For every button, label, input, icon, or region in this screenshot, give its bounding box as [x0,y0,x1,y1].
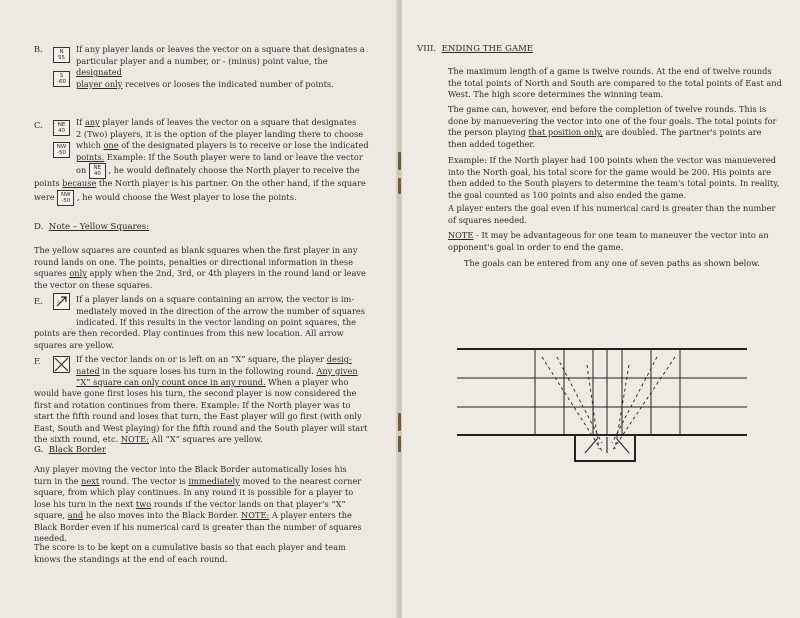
x-square-icon [53,356,70,373]
staple-bottom [398,413,401,431]
box-label: S [59,72,64,79]
box-nw-50: NW -50 [53,139,70,158]
paragraph-1: The maximum length of a game is twelve rounds. At the end of twelve rounds the total points of North and South are compared to the total points of East and West. The high score determines the winning team. [448,66,782,99]
marker-e: E. [34,296,43,306]
paragraph-2: The game can, however, end before the completion of twelve rounds. This is done by manuevering the vector into one of the four goals. The total points for the person playing that position only, are doubled. The partner's points are then added together. [448,104,777,149]
marker-c: C. [34,120,43,130]
underlined: player only [76,78,123,89]
section-f-text: If the vector lands on or is left on an “X” square, the player desig- nated in the square loses his turn in the following round. Any given “X” square can only count once in any round. When a player who [76,354,358,387]
box-s-60 [53,68,70,87]
line: particular player and a number, or - (minus) point value, the [76,55,328,66]
box-ne-40-inline: NE 40 [89,163,106,179]
section-c-text: If any player lands of leaves the vector on a square that designates 2 (Two) players, it is the option of the player landing there to choose which one of the designated players is to receive or lose the indicated points. Example: If the South player were to land or leave the vector on NE 40 , he would definately choose the North player to receive the [76,117,369,177]
staple-top-2 [398,178,401,194]
box-label: N [59,48,64,55]
paragraph-3: Example: If the North player had 100 points when the vector was manuevered into the North goal, his total score for the game would be 200. His points are then added to the South players to determine the team's total points. In reality, the goal counted as 100 points and also ended the game. [448,155,780,200]
goal-paths-diagram [457,345,747,465]
line: receives or looses the indicated number of points. [122,78,334,89]
section-title: VIII. ENDING THE GAME [417,44,534,54]
svg-text:3: 3 [57,299,60,304]
staple-bottom-2 [398,436,401,452]
section-e-text-cont: points are then recorded. Play continues from this new location. All arrow squares are yellow. [34,328,344,350]
heading-d: D. Note – Yellow Squares: [34,222,150,232]
section-d-text: The yellow squares are counted as blank squares when the first player in any round lands on one. The points, penalties or directional information in these squares only apply when the 2nd, 3rd, or 4th players in the round land or leave the vector on these squares. [34,245,366,290]
paragraph-4: A player enters the goal even if his numerical card is greater than the number of squares needed. [448,203,776,225]
heading-g: G. Black Border [34,445,106,455]
section-g-text: Any player moving the vector into the Black Border automatically loses his turn in the next round. The vector is immediately moved to the nearest corner square, from which play continues. In any round it is possible for a player to lose his turn in the next two rounds if the vector lands on that player's “X” square, and he also moves into the Black Border. NOTE: A player enters the Black Border even if his numerical card is greater than the number of squares needed. [34,464,362,543]
box-nw-50-inline: NW -50 [57,190,74,206]
arrow-square-icon [53,293,70,310]
marker-b: B. [34,44,43,54]
box-value: -60 [57,78,66,85]
section-e-text: If a player lands on a square containing an arrow, the vector is im- mediately moved in the direction of the arrow the number of squares indicated. If this results in the vector landing on point squares, the [76,294,365,327]
section-b-text [76,44,376,90]
paragraph-6: The goals can be entered from any one of seven paths as shown below. [464,258,760,268]
staple-top [398,152,401,170]
score-paragraph: The score is to be kept on a cumulative basis so that each player and team knows the standings at the end of each round. [34,542,346,564]
paragraph-5: NOTE - It may be advantageous for one team to maneuver the vector into an opponent's goal in order to end the game. [448,230,769,252]
box-value: 55 [58,54,65,61]
marker-f: F. [34,356,42,366]
box-n-55 [53,44,70,63]
right-page [402,0,800,618]
line: If any player lands or leaves the vector on a square that designates a [76,44,365,54]
section-c-text-cont: points because the North player is his partner. On the other hand, if the square were NW -50 , he would choose the West player to lose the points. [34,178,366,204]
underlined: designated [76,67,122,77]
section-f-text-cont: would have gone first loses his turn, the second player is now considered the first and rotation continues from there. Example: If the North player was to start the fifth round and loses that turn, the East player will go first (with only East, South and West playing) for the fifth round and the South player will start the sixth round, etc. NOTE: All “X” squares are yellow. [34,388,368,444]
box-ne-40: NE 40 [53,117,70,136]
left-page [0,0,398,618]
